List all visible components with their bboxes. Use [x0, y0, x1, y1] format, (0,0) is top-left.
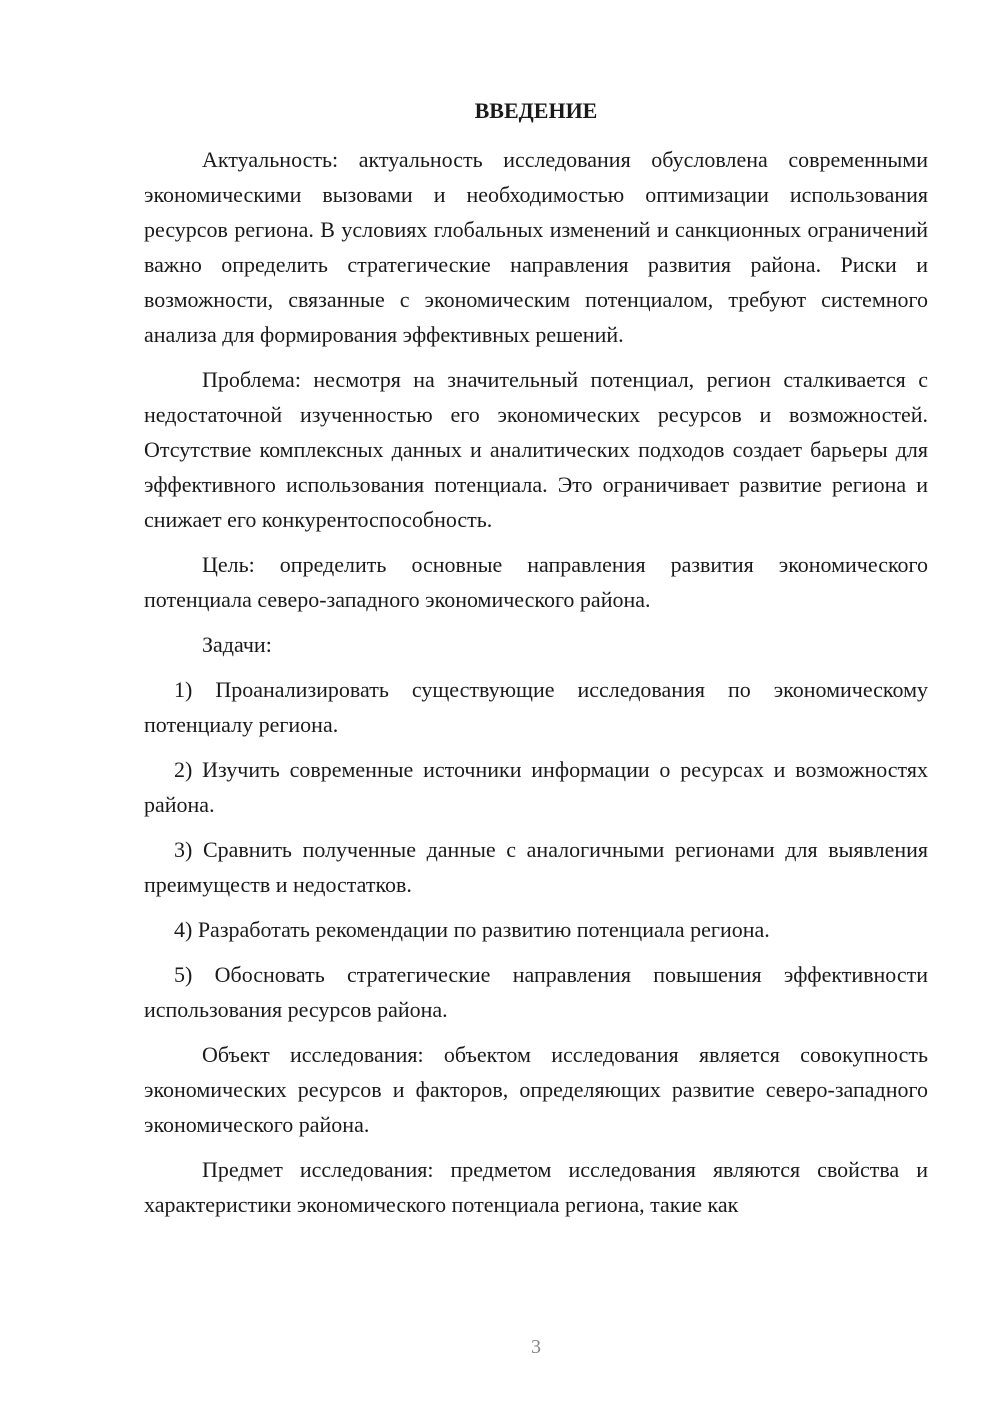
task-item-1: 1) Проанализировать существующие исследования по экономическому потенциалу региона. — [144, 677, 928, 737]
page-heading: ВВЕДЕНИЕ — [474, 98, 598, 123]
task-item-5: 5) Обосновать стратегические направления повышения эффективности использования ресурсов района. — [144, 962, 928, 1022]
paragraph-relevance: Актуальность: актуальность исследования обусловлена современными экономическими вызовами и необходимостью оптимизации использования ресурсов региона. В условиях глобальных изменений и санкционных ограничений важно определить стратегические направления развития района. Риски и возможности, связанные с экономическим потенциалом, требуют системного анализа для формирования эффективных решений. — [144, 147, 928, 347]
paragraph-problem: Проблема: несмотря на значительный потенциал, регион сталкивается с недостаточной изученностью его экономических ресурсов и возможностей. Отсутствие комплексных данных и аналитических подходов создает барьеры для эффективного использования потенциала. Это ограничивает развитие региона и снижает его конкурентоспособность. — [144, 367, 928, 532]
document-body — [144, 142, 928, 1232]
task-item-3: 3) Сравнить полученные данные с аналогичными регионами для выявления преимуществ и недостатков. — [144, 837, 928, 897]
page-number: 3 — [531, 1336, 541, 1358]
task-item-2: 2) Изучить современные источники информации о ресурсах и возможностях района. — [144, 757, 928, 817]
paragraph-subject: Предмет исследования: предметом исследования являются свойства и характеристики экономического потенциала региона, такие как — [144, 1157, 928, 1217]
paragraph-object: Объект исследования: объектом исследования является совокупность экономических ресурсов и факторов, определяющих развитие северо-западного экономического района. — [144, 1042, 928, 1137]
paragraph-goal: Цель: определить основные направления развития экономического потенциала северо-западного экономического района. — [144, 552, 928, 612]
task-item-4: 4) Разработать рекомендации по развитию потенциала региона. — [174, 917, 770, 942]
tasks-label: Задачи: — [202, 632, 272, 657]
